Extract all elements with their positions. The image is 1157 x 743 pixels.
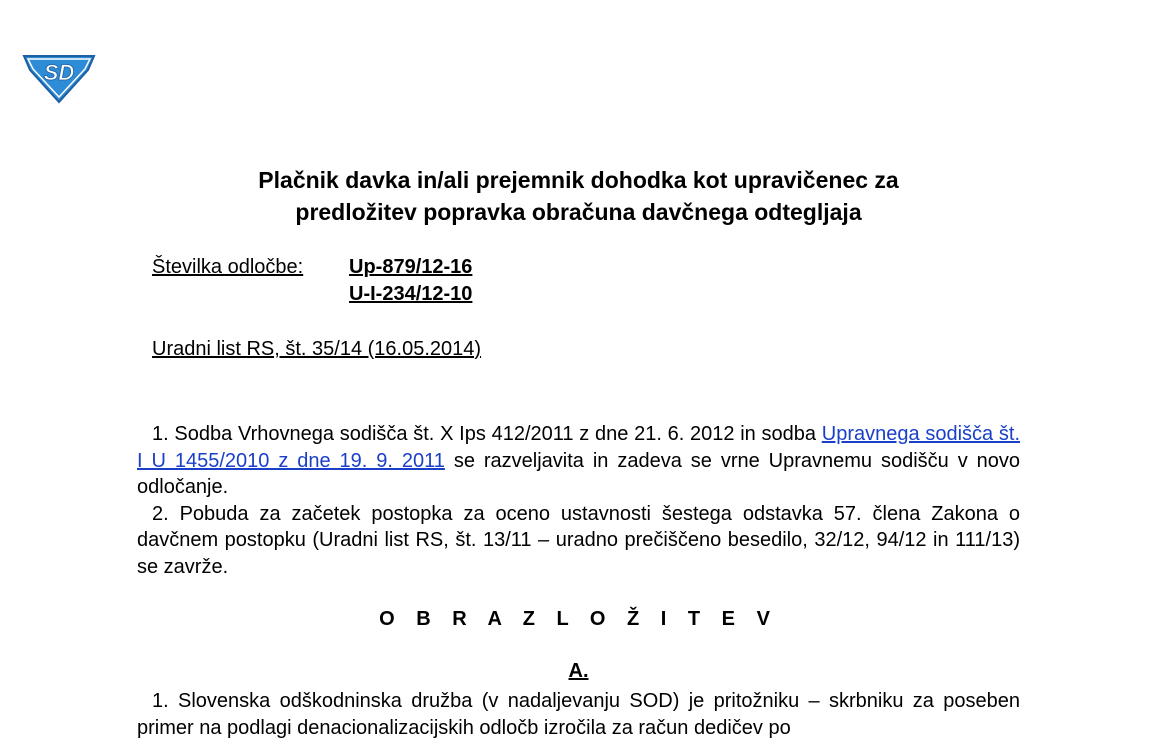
decision-number-2: U-I-234/12-10 [349,283,473,305]
decision-number-1: Up-879/12-16 [349,256,473,278]
document-title [0,164,1157,228]
constitutional-court-logo [22,50,96,104]
decision-number-row [152,254,472,281]
reasoning-heading: O B R A Z L O Ž I T E V [379,608,778,630]
shield-logo-icon [22,50,96,104]
title-line-2: predložitev popravka obračuna davčnega odtegljaja [295,199,862,225]
title-line-1: Plačnik davka in/ali prejemnik dohodka kot upravičenec za [258,167,899,193]
official-gazette-reference: Uradni list RS, št. 35/14 (16.05.2014) [152,338,482,360]
ruling-section [137,421,1020,580]
administrative-court-judgment-link[interactable]: Upravnega sodišča št. I U 1455/2010 z dne 19. 9. 2011 [137,423,1020,472]
logo-lettering: SD [43,60,75,85]
decision-number-row-2 [349,281,472,308]
ruling-paragraph-2: 2. Pobuda za začetek postopka za oceno ustavnosti šestega odstavka 57. člena Zakona o davčnem postopku (Uradni list RS, št. 13/11 – uradno prečiščeno besedilo, 32/12, 94/12 in 111/13) se zavrže. [137,502,1020,578]
paragraph-1-text-start: 1. Sodba Vrhovnega sodišča št. X Ips 412/2011 z dne 21. 6. 2012 in sodba [152,423,822,445]
paragraph-1-text-end: se razveljavita in zadeva se vrne Upravnemu sodišču v novo odločanje. [137,449,1020,498]
section-a-body [137,688,1020,741]
decision-number-label: Številka odločbe: [152,256,304,278]
section-a-paragraph-1: 1. Slovenska odškodninska družba (v nadaljevanju SOD) je pritožniku – skrbniku za poseben primer na podlagi denacionalizacijskih odločb izročila za račun dedičev po [137,690,1020,739]
ruling-paragraph-1 [137,421,1020,501]
section-a-heading: A. [568,660,589,682]
